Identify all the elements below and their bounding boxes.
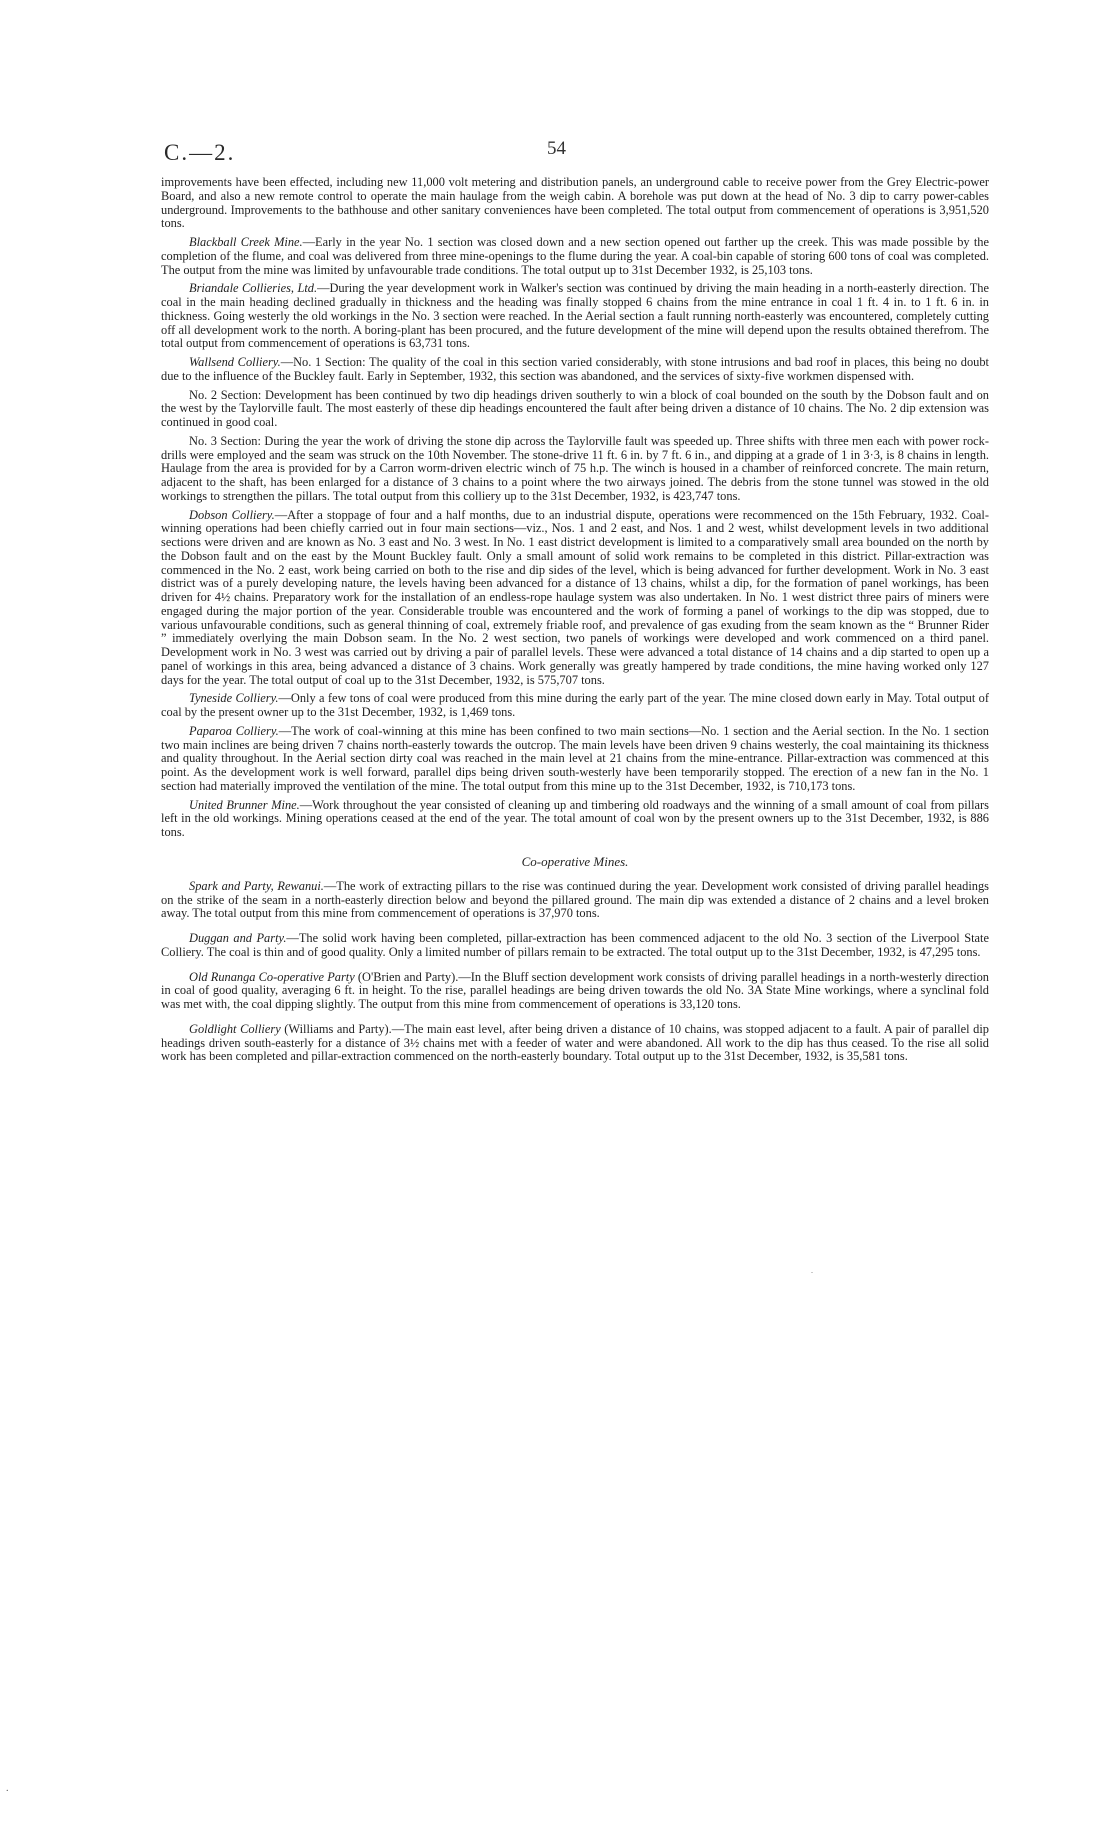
scan-speck: . bbox=[811, 1266, 813, 1275]
paragraph-duggan-and-party: Duggan and Party.—The solid work having been completed, pillar-extraction has been commenced adjacent to the old No. 3 section of the Liverpool State Colliery. The coal is thin and of good quality. Only a limited number of pillars remain to be extracted. The total output up to the 31st December, 1932, is 47,295 tons. bbox=[161, 931, 989, 959]
paragraph-heading: Wallsend Colliery. bbox=[189, 355, 281, 369]
page-number: 54 bbox=[547, 138, 566, 159]
paragraph-heading: Briandale Collieries, Ltd. bbox=[189, 281, 318, 296]
paragraph-wallsend-no2-section: No. 2 Section: Development has been continued by two dip headings driven southerly to win a block of coal bounded on the south by the Dobson fault and on the west by the Taylorville fault. The most easterly of these dip headings encountered the fault after being driven a distance of 10 chains. The No. 2 dip extension was continued in good coal. bbox=[161, 387, 989, 429]
paragraph-heading: Duggan and Party. bbox=[189, 931, 287, 945]
paragraph-tyneside-colliery: Tyneside Colliery.—Only a few tons of coal were produced from this mine during the early part of the year. The mine closed down early in May. Total output of coal by the present owner up to the 31st December, 1932, is 1,469 tons. bbox=[161, 691, 989, 719]
paragraph-united-brunner-mine: United Brunner Mine.—Work throughout the year consisted of cleaning up and timbering old roadways and the winning of a small amount of coal from pillars left in the old workings. Mining operations ceased at the end of the year. The total amount of coal won by the present owners up to the 31st December, 1932, is 886 tons. bbox=[161, 797, 989, 839]
document-code: C.—2. bbox=[164, 140, 236, 165]
section-heading: Co-operative Mines. bbox=[521, 853, 629, 869]
paragraph-briandale-collieries: Briandale Collieries, Ltd.—During the year development work in Walker's section was continued by driving the main heading in a north-easterly direction. The coal in the main heading declined gradually in thickness and the heading was finally stopped 6 chains from the mine entrance in coal 1 ft. 4 in. to 1 ft. 6 in. in thickness. Going westerly the old workings in the No. 3 section were reached. In the Aerial section a fault running north-easterly was encountered, completely cutting off all development work to the north. A boring-plant has been procured, and the future development of the mine will depend upon the results obtained therefrom. The total output from commencement of operations is 63,731 tons. bbox=[161, 281, 989, 351]
paragraph-wallsend-colliery: Wallsend Colliery.—No. 1 Section: The quality of the coal in this section varied considerably, with stone intrusions and bad roof in places, this being no doubt due to the influence of the Buckley fault. Early in September, 1932, this section was abandoned, and the services of sixty-five workmen dispensed with. bbox=[161, 355, 989, 383]
body-text bbox=[161, 176, 989, 1075]
paragraph-heading: Spark and Party, Rewanui. bbox=[189, 878, 324, 893]
paragraph-paparoa-colliery: Paparoa Colliery.—The work of coal-winning at this mine has been confined to two main sections—No. 1 section and the Aerial section. In the No. 1 section two main inclines are being driven 7 chains north-easterly towards the outcrop. The main levels have been driven 9 chains westerly, the coal maintaining its thickness and quality throughout. In the Aerial section dirty coal was reached in the main level at 21 chains from the mine-entrance. Pillar-extraction was commenced at this point. As the development work is well forward, parallel dips being driven south-westerly have been temporarily stopped. The erection of a new fan in the No. 1 section had materially improved the ventilation of the mine. The total output from this mine up to the 31st December, 1932, is 710,173 tons. bbox=[161, 723, 989, 793]
paragraph-heading: Dobson Colliery. bbox=[189, 507, 275, 522]
cooperative-mines-section bbox=[161, 880, 989, 1064]
paragraph-heading: Tyneside Colliery. bbox=[189, 691, 279, 706]
paragraph-old-runanga: Old Runanga Co-operative Party (O'Brien and Party).—In the Bluff section development work consists of driving parallel headings in a north-westerly direction in coal of good quality, averaging 6 ft. in height. To the rise, parallel headings are being driven towards the old No. 3A State Mine workings, where a synclinal fold was met with, the coal dipping slightly. The output from this mine from commencement of operations is 33,120 tons. bbox=[161, 969, 989, 1011]
paragraph-heading: Goldlight Colliery bbox=[189, 1021, 281, 1036]
paragraph-blackball-creek-mine: Blackball Creek Mine.—Early in the year No. 1 section was closed down and a new section opened out farther up the creek. This was made possible by the completion of the flume, and coal was delivered from three mine-openings to the flume during the year. A coal-bin capable of storing 600 tons of coal was completed. The output from the mine was limited by unfavourable trade conditions. The total output up to 31st December 1932, is 25,103 tons. bbox=[161, 235, 990, 277]
paragraph-spark-and-party: Spark and Party, Rewanui.—The work of extracting pillars to the rise was continued during the year. Development work consisted of driving parallel headings on the strike of the seam in a north-easterly direction below and beyond the pillared ground. The main dip was extended a distance of 2 chains and a level broken away. The total output from this mine from commencement of operations is 37,970 tons. bbox=[161, 878, 989, 921]
paragraph-continuation: improvements have been effected, including new 11,000 volt metering and distribution panels, an underground cable to receive power from the Grey Electric-power Board, and also a new remote control to operate the main haulage from the weigh cabin. A borehole was put down at the head of No. 3 dip to carry power-cables underground. Improvements to the bathhouse and other sanitary conveniences have been completed. The total output from commencement of operations is 3,951,520 tons. bbox=[161, 175, 989, 231]
paragraph-heading: Paparoa Colliery. bbox=[189, 723, 279, 738]
paragraph-goldlight-colliery: Goldlight Colliery (Williams and Party).—The main east level, after being driven a distance of 10 chains, was stopped adjacent to a fault. A pair of parallel dip headings driven south-easterly for a distance of 3½ chains met with a feeder of water and were abandoned. All work to the dip has thus ceased. To the rise all solid work has been completed and pillar-extraction commenced on the north-easterly boundary. Total output up to the 31st December, 1932, is 35,581 tons. bbox=[161, 1021, 989, 1064]
paragraph-heading: Old Runanga Co-operative Party bbox=[189, 969, 355, 984]
paragraph-heading: Blackball Creek Mine. bbox=[189, 235, 303, 249]
scan-margin-mark: . bbox=[6, 1783, 9, 1794]
paragraph-dobson-colliery: Dobson Colliery.—After a stoppage of four and a half months, due to an industrial dispute, operations were recommenced on the 15th February, 1932. Coal-winning operations had been chiefly carried out in four main sections—viz., Nos. 1 and 2 east, and Nos. 1 and 2 west, whilst development levels in two additional sections were driven and are known as No. 3 east and No. 3 west. In No. 1 east district development is limited to a comparatively small area bounded on the north by the Dobson fault and on the east by the Mount Buckley fault. Only a small amount of solid work remains to be completed in this district. Pillar-extraction was commenced in the No. 2 east, work being carried on both to the rise and dip sides of the level, which is being advanced for further development. Work in No. 3 east district was of a purely developing nature, the levels having been advanced for a distance of 13 chains, whilst a dip, for the formation of panel workings, has been driven for 4½ chains. Preparatory work for the installation of an endless-rope haulage system was also undertaken. In No. 1 west district three pairs of miners were engaged during the major portion of the year. Considerable trouble was encountered and the work of forming a panel of workings to the dip was stopped, due to various unfavourable conditions, such as general thinning of coal, extremely friable roof, and prevalence of gas exuding from the seam known as the “ Brunner Rider ” immediately overlying the main Dobson seam. In the No. 2 west section, two panels of workings were developed and work commenced on a third panel. Development work in No. 3 west was carried out by driving a pair of parallel levels. These were advanced a total distance of 14 chains and a dip started to open up a panel of workings in this area, being advanced a distance of 3 chains. Work generally was greatly hampered by trade conditions, the mine having worked only 127 days for the year. The total output of coal up to the 31st December, 1932, is 575,707 tons. bbox=[161, 507, 989, 687]
paragraph-heading: United Brunner Mine. bbox=[189, 797, 300, 812]
paragraph-wallsend-no3-section: No. 3 Section: During the year the work of driving the stone dip across the Taylorville fault was speeded up. Three shifts with three men each with power rock-drills were employed and the seam was struck on the 10th November. The stone-drive 11 ft. 6 in. by 7 ft. 6 in., and dipping at a grade of 1 in 3·3, is 8 chains in length. Haulage from the area is provided for by a Carron worm-driven electric winch of 75 h.p. The winch is housed in a chamber of reinforced concrete. The main return, adjacent to the shaft, has been enlarged for a distance of 3 chains to a point where the two airways joined. The debris from the stone tunnel was stowed in the old workings to strengthen the pillars. The total output from this colliery up to the 31st December, 1932, is 423,747 tons. bbox=[161, 433, 989, 503]
